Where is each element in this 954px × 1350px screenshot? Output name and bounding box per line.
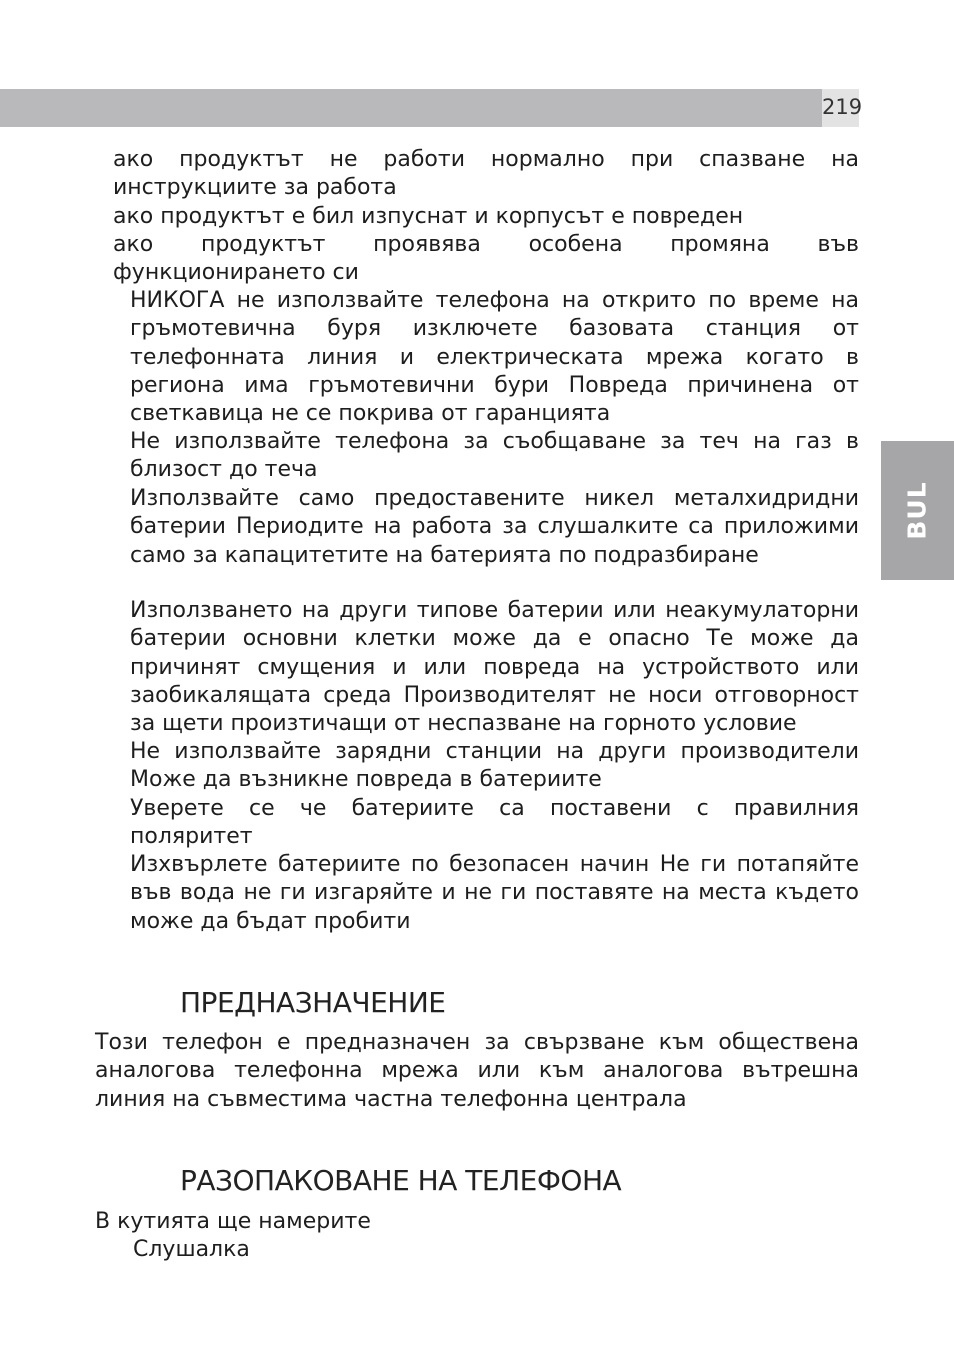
- warning-chargers: Не използвайте зарядни станции на други производители Може да възникне повреда в батериите: [130, 739, 859, 793]
- warning-batteries: Използвайте само предоставените никел металхидридни батерии Периодите на работа за слушалките са приложими само за капацитетите на батерията по подразбиране: [130, 486, 859, 568]
- purpose-text: Този телефон е предназначен за свързване към обществена аналогова телефонна мрежа или към аналогова вътрешна линия на съвместима частна телефонна централа: [95, 1030, 859, 1112]
- language-tab-text: BUL: [902, 481, 932, 540]
- language-tab-label: [881, 441, 954, 580]
- warning-disposal: Изхвърлете батериите по безопасен начин Не ги потапяйте във вода не ги изгаряйте и не ги поставяте на места където може да бъдат пробити: [130, 852, 859, 934]
- condition-not-working: ако продуктът не работи нормално при спазване на инструкциите за работа: [113, 147, 859, 201]
- header-bar: [0, 89, 822, 127]
- warning-polarity: Уверете се че батериите са поставени с правилния поляритет: [130, 796, 859, 850]
- condition-dropped: ако продуктът е бил изпуснат и корпусът е повреден: [113, 204, 744, 229]
- warning-thunderstorm: НИКОГА не използвайте телефона на открито по време на гръмотевична буря изключете базовата станция от телефонната линия и електрическата мрежа когато в региона има гръмотевични бури Повреда причинена от светкавица не се покрива от гаранцията: [130, 288, 859, 427]
- condition-changed: ако продуктът проявява особена промяна във функционирането си: [113, 232, 859, 286]
- unpack-intro: В кутията ще намерите: [95, 1209, 371, 1234]
- heading-unpack: РАЗОПАКОВАНЕ НА ТЕЛЕФОНА: [180, 1164, 622, 1197]
- warning-other-batteries: Използването на други типове батерии или неакумулаторни батерии основни клетки може да е опасно Те може да причинят смущения и или повреда на устройството или заобикалящата среда Производителят не носи отговорност за щети произтичащи от неспазване на горното условие: [130, 598, 859, 737]
- heading-purpose: ПРЕДНАЗНАЧЕНИЕ: [180, 986, 446, 1019]
- unpack-item-handset: Слушалка: [133, 1237, 250, 1262]
- warning-gas-leak: Не използвайте телефона за съобщаване за теч на газ в близост до теча: [130, 429, 859, 483]
- page-number: 219: [822, 95, 863, 119]
